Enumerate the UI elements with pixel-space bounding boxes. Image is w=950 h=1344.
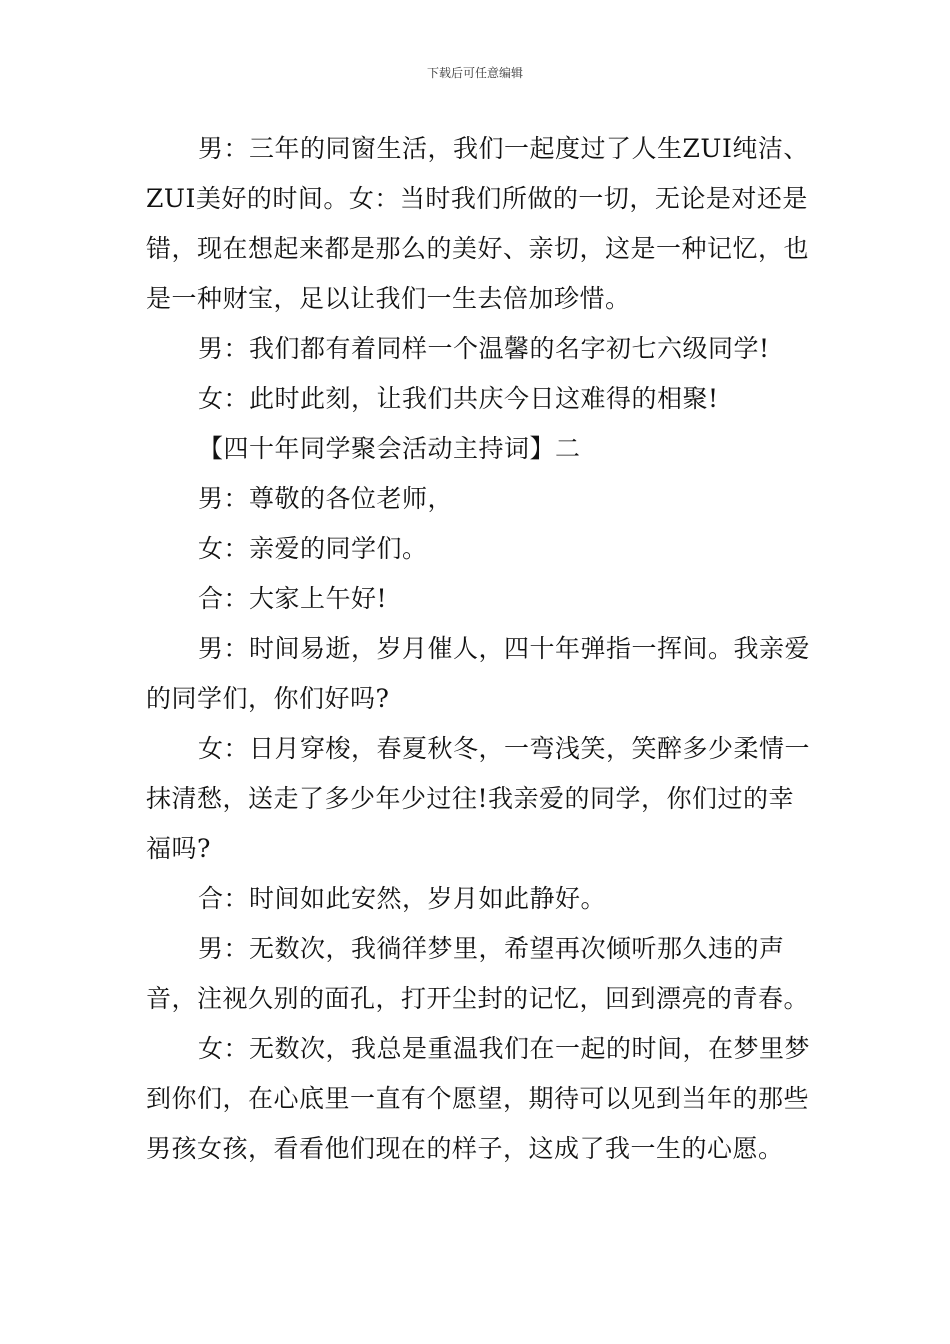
paragraph: 女：此时此刻，让我们共庆今日这难得的相聚! [198,384,719,413]
paragraph: 男：无数次，我徜徉梦里，希望再次倾听那久违的声音，注视久别的面孔，打开尘封的记忆，回到漂亮的青春。 [146,934,810,1013]
paragraph: 女：亲爱的同学们。 [198,534,428,563]
document-body [146,124,811,1174]
paragraph: 男：尊敬的各位老师， [198,484,454,513]
paragraph: 合：时间如此安然，岁月如此静好。 [198,884,607,913]
section-heading: 【四十年同学聚会活动主持词】二 [198,434,581,463]
paragraph: 男：时间易逝，岁月催人，四十年弹指一挥间。我亲爱的同学们，你们好吗? [146,634,811,713]
page-header-note: 下载后可任意编辑 [426,66,523,80]
paragraph: 男：我们都有着同样一个温馨的名字初七六级同学! [198,334,770,363]
paragraph: 男：三年的同窗生活，我们一起度过了人生ZUI纯洁、ZUI美好的时间。女：当时我们所做的一切，无论是对还是错，现在想起来都是那么的美好、亲切，这是一种记忆，也是一种财宝，足以让我们一生去倍加珍惜。 [146,134,810,313]
paragraph: 合：大家上午好! [198,584,388,613]
paragraph: 女：日月穿梭，春夏秋冬，一弯浅笑，笑醉多少柔情一抹清愁，送走了多少年少过往!我亲爱的同学，你们过的幸福吗? [146,734,811,863]
paragraph: 女：无数次，我总是重温我们在一起的时间，在梦里梦到你们，在心底里一直有个愿望，期待可以见到当年的那些男孩女孩，看看他们现在的样子，这成了我一生的心愿。 [146,1034,811,1163]
